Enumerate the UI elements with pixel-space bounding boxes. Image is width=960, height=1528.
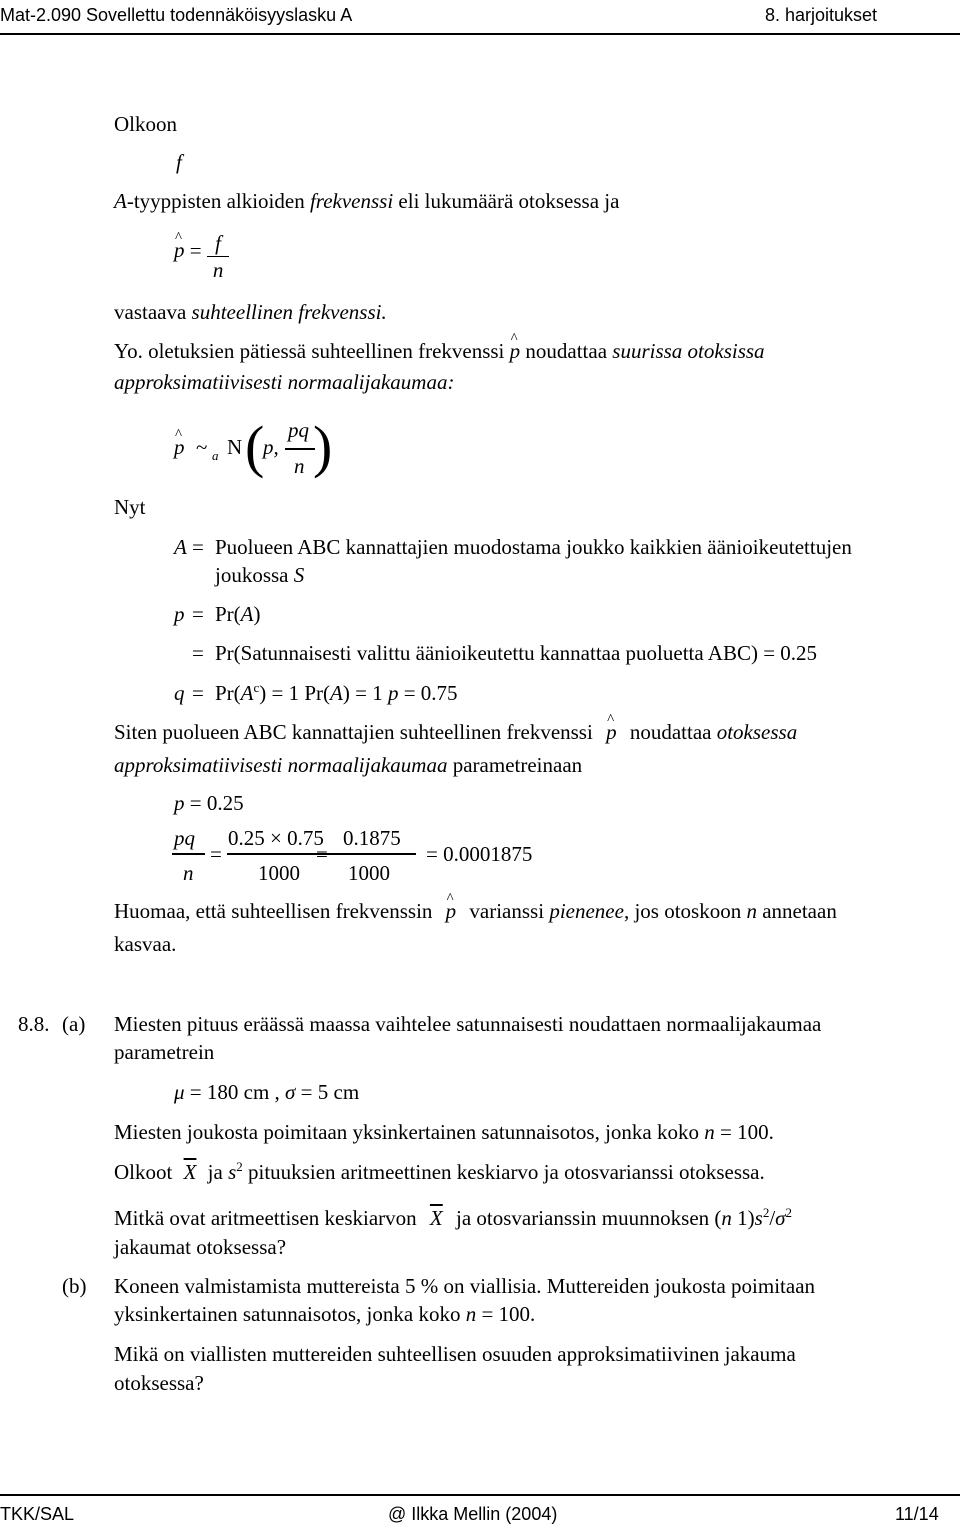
xbar-symbol: $\overline{X}$ [183,1160,197,1184]
footer-page-number: 11/14 [895,1504,939,1524]
a5-text-end: pituuksien aritmeettinen keskiarvo ja otosvarianssi otoksessa. [242,1160,765,1184]
q-definition [215,680,458,705]
p-symbol: p [174,602,185,626]
part-a-label: (a) [62,1012,86,1036]
tilde-symbol: ~ [196,435,208,459]
huom-text-f: annetaan [756,899,837,923]
huomaa-line [114,901,837,922]
a6-sigma: σ [775,1206,786,1230]
mu-sigma-params [174,1082,359,1103]
f-symbol: f [176,150,182,174]
siten-italic: otoksessa [716,720,798,744]
part-b-line-3: Mikä on viallisten muttereiden suhteellisen osuuden approksimatiivinen jakauma [114,1342,796,1366]
left-paren: ( [245,414,265,479]
q-A2: A [330,681,343,705]
p-eq-2: = [192,641,204,665]
xbar-symbol-2: $\overline{X}$ [429,1206,443,1230]
p-definition [215,604,261,625]
a4-val: = 100. [714,1120,774,1144]
part-a-line-6 [114,1205,793,1230]
siten-italic-2: approksimatiivisesti normaalijakaumaa [114,753,448,777]
header-exercise-title: 8. harjoitukset [765,5,878,25]
eq-sign-2: = [316,842,328,866]
A-eq: = [192,535,204,559]
q-A: A [240,681,254,705]
f-definition [114,191,619,212]
n-den-2: n [183,861,194,885]
N-symbol: N [227,435,243,459]
part-b-line-1: Koneen valmistamista muttereista 5 % on viallisia. Muttereiden joukosta poimitaan [114,1274,816,1298]
frac2-den: 1000 [348,861,390,885]
header-rule [0,33,960,35]
siten-text: Siten puolueen ABC kannattajien suhteellinen frekvenssi [114,720,599,744]
b2-n: n [465,1302,477,1326]
footer-left: TKK/SAL [0,1504,75,1524]
frac2-bar [336,853,416,855]
p-definition-2: Pr(Satunnaisesti valittu äänioikeutettu kannattaa puoluetta ABC) = 0.25 [215,641,818,665]
assumption-line [114,341,765,362]
q-pr-open: Pr( [215,681,241,705]
a4-n: n [704,1120,715,1144]
A-symbol: A [174,535,187,559]
part-a-line-4 [114,1122,774,1143]
pq-num-2: pq [174,826,195,850]
huom-text-d: , jos otoskoon [623,899,747,923]
part-b-label: (b) [62,1274,87,1298]
sigma-value: = 5 cm [295,1080,360,1104]
f-def-italic: frekvenssi [309,189,394,213]
b2-val: = 100. [476,1302,536,1326]
phat-symbol: ^ p [510,341,521,362]
approx-normal-text: approksimatiivisesti normaalijakaumaa: [114,370,455,394]
p-comma: p, [263,435,279,459]
n-den: n [294,454,305,478]
mu-value: = 180 cm , [184,1080,286,1104]
header-course-title: Mat-2.090 Sovellettu todennäköisyyslasku A [0,5,353,25]
rf-italic: suhteellinen frekvenssi. [191,300,387,324]
kasvaa-text: kasvaa. [114,932,177,956]
a6-text-b: ja otosvarianssin muunnoksen ( [450,1206,722,1230]
phat-symbol: ^ p [606,722,617,743]
right-paren: ) [313,414,333,479]
a6-n: n [721,1206,732,1230]
A-in-pr: A [240,602,254,626]
pq-fraction-bar [285,448,315,450]
b2-text: yksinkertainen satunnaisotos, jonka koko [114,1302,466,1326]
q-part2: Pr( [304,681,331,705]
a5-text: Olkoot [114,1160,178,1184]
pr-close: ) [253,602,261,626]
A-definition-2 [215,565,304,586]
nyt-label: Nyt [114,495,146,519]
frac1-den: 1000 [258,861,300,885]
frac1-num: 0.25 × 0.75 [228,826,324,850]
sigma-symbol: σ [285,1080,296,1104]
p-eq: = [192,602,204,626]
part-a-line-1: Miesten pituus eräässä maassa vaihtelee satunnaisesti noudattaen normaalijakaumaa [114,1012,822,1036]
f-over-n-fraction [207,230,230,284]
part-a-line-7: jakaumat otoksessa? [114,1235,287,1259]
a6-minus1: 1) [731,1206,755,1230]
pq-num: pq [288,418,309,442]
siten-text-2: parametreinaan [447,753,583,777]
phat-symbol: ^ p [446,901,457,922]
a6-text: Mitkä ovat aritmeettisen keskiarvon [114,1206,422,1230]
part-a-line-2: parametrein [114,1040,215,1064]
pr-open: Pr( [215,602,241,626]
frac-den: n [212,258,224,283]
q-part3: ) = 1 [342,681,388,705]
f-def-text: -tyyppisten alkioiden [126,189,310,213]
q-eq: = [192,681,204,705]
eq-sign-1: = [210,842,222,866]
frac-num: f [207,230,230,257]
frac2-num: 0.1875 [343,826,401,850]
siten-line-1 [114,722,797,743]
footer-rule [0,1494,960,1496]
q-part1: ) = 1 [259,681,305,705]
part-a-line-5 [114,1159,765,1184]
a6-s: s [754,1206,763,1230]
phat-symbol-dist: ^ p [174,437,185,458]
siten-text-mid: noudattaa [624,720,717,744]
huom-text: Huomaa, että suhteellisen frekvenssin [114,899,438,923]
rf-text: vastaava [114,300,192,324]
part-b-line-4: otoksessa? [114,1371,204,1395]
sq-sup: 2 [236,1159,243,1174]
q-symbol: q [174,681,185,705]
phat-symbol: ^ p [174,240,185,261]
problem-number: 8.8. [18,1012,50,1036]
A-def2-text: joukossa [215,563,294,587]
f-def-text-end: eli lukumäärä otoksessa ja [393,189,620,213]
assumption-text: Yo. oletuksien pätiessä suhteellinen frekvenssi [114,339,510,363]
S-symbol: S [293,563,305,587]
pq-bar-2 [172,853,205,855]
p-value-formula: p = 0.25 [174,791,244,815]
A-definition: Puolueen ABC kannattajien muodostama joukko kaikkien äänioikeutettujen [215,535,852,559]
q-p: p [387,681,399,705]
footer-center: @ Ilkka Mellin (2004) [388,1504,558,1524]
assumption-text-mid: noudattaa [520,339,613,363]
q-result: = 0.75 [398,681,458,705]
phat-eq: = [189,238,207,263]
part-b-line-2 [114,1304,535,1325]
mu-symbol: μ [174,1080,185,1104]
a-subscript: a [212,448,219,463]
complement-sup: c [253,680,260,695]
olkoon-text: Olkoon [114,112,177,136]
a5-ja: ja [202,1160,229,1184]
huom-text-b: varianssi [464,899,550,923]
huom-italic: pienenee [549,899,624,923]
a6-slash: / [769,1206,776,1230]
relative-frequency-text [114,302,387,323]
phat-formula [174,230,229,284]
siten-line-2 [114,755,582,776]
assumption-italic: suurissa otoksissa [612,339,765,363]
huom-n: n [746,899,757,923]
variance-result: = 0.0001875 [426,842,533,866]
a6-sup-2: 2 [785,1205,793,1220]
a-symbol: A [114,189,127,213]
s-symbol: s [228,1160,237,1184]
a6-sup: 2 [762,1205,770,1220]
a4-text: Miesten joukosta poimitaan yksinkertainen satunnaisotos, jonka koko [114,1120,705,1144]
